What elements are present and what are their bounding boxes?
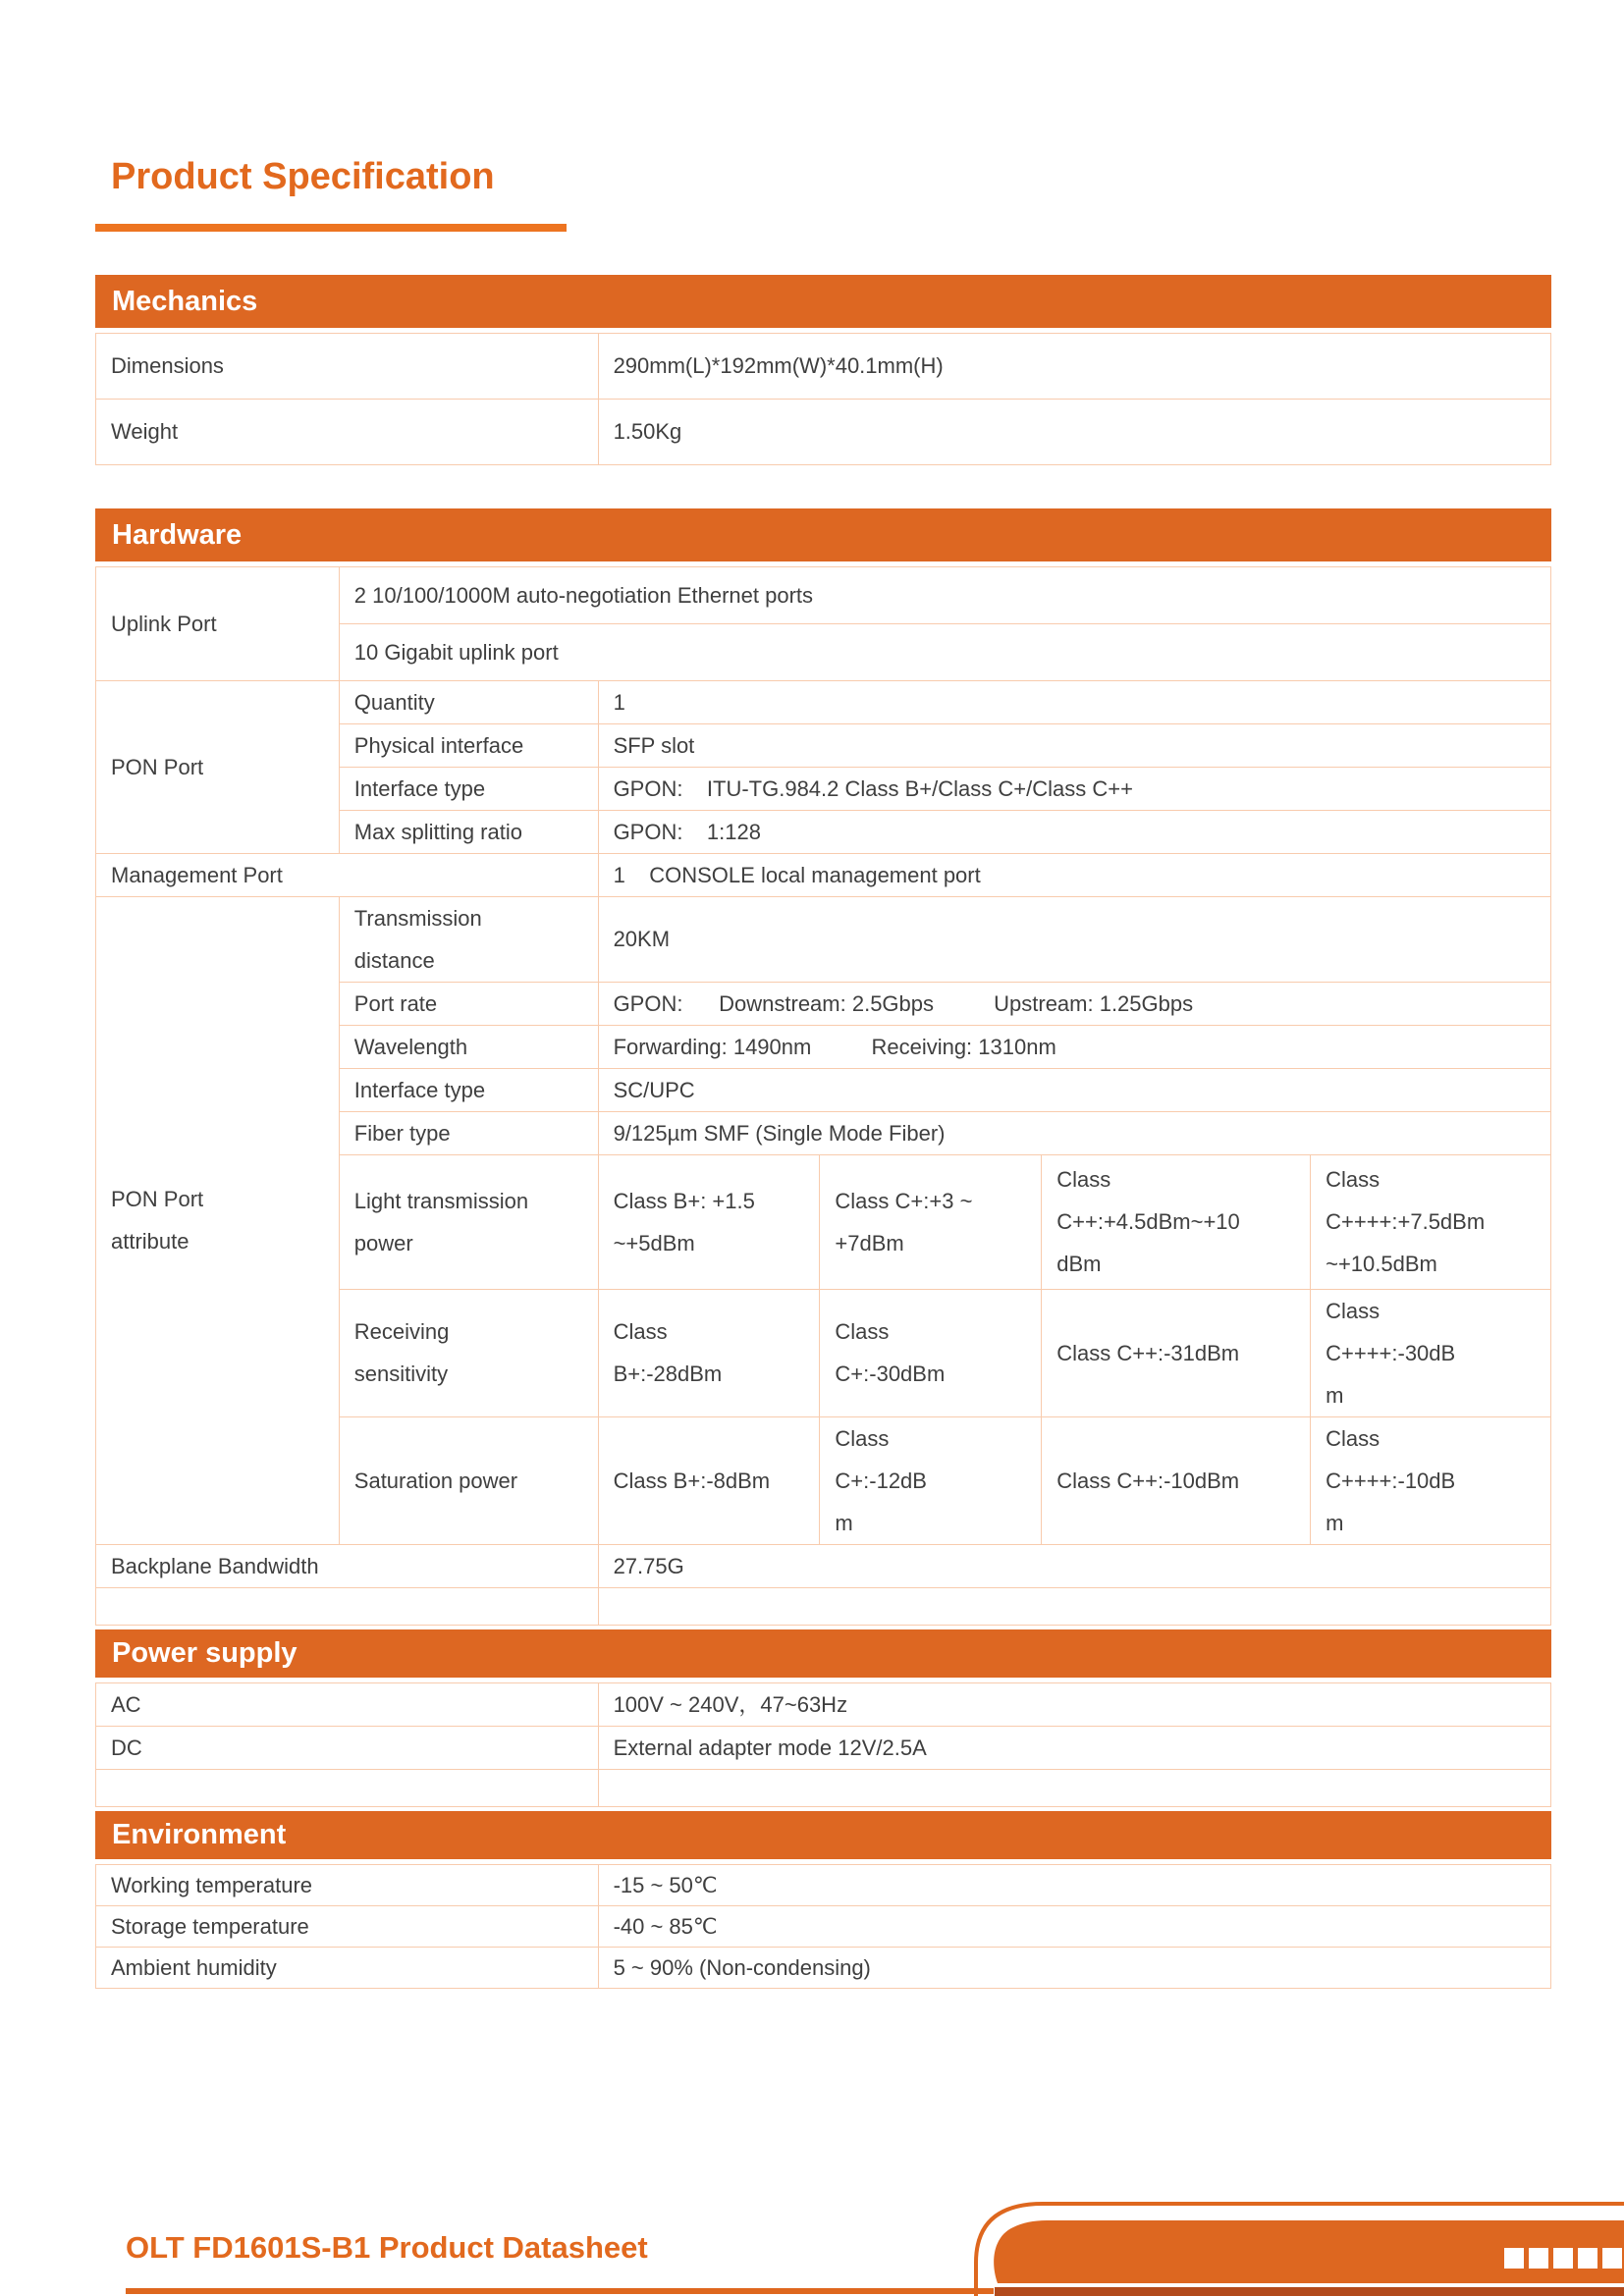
spec-value: 1 xyxy=(598,680,1550,723)
spec-label: DC xyxy=(96,1726,599,1769)
table-row xyxy=(96,680,1551,723)
spec-sublabel: Port rate xyxy=(339,982,598,1025)
spec-label: Dimensions xyxy=(96,333,599,399)
table-row xyxy=(96,399,1551,464)
spec-value: 1.50Kg xyxy=(598,399,1550,464)
spec-value: Class C++:-10dBm xyxy=(1042,1416,1311,1544)
spec-sublabel: Quantity xyxy=(339,680,598,723)
page-title: Product Specification xyxy=(111,156,495,197)
spec-value: 1 CONSOLE local management port xyxy=(598,853,1550,896)
section-header-hardware: Hardware xyxy=(95,508,1551,561)
spec-label: Weight xyxy=(96,399,599,464)
table-row xyxy=(96,1726,1551,1769)
spec-sublabel: Wavelength xyxy=(339,1025,598,1068)
spec-sublabel: Receiving sensitivity xyxy=(339,1289,598,1416)
spec-sublabel: Transmission distance xyxy=(339,896,598,982)
spec-sublabel: Fiber type xyxy=(339,1111,598,1154)
table-row xyxy=(96,896,1551,982)
spec-value: Class C+:-30dBm xyxy=(820,1289,1042,1416)
section-header-environment: Environment xyxy=(95,1811,1551,1859)
table-row-empty xyxy=(96,1769,1551,1806)
spec-value: Class C+:+3 ~ +7dBm xyxy=(820,1154,1042,1289)
empty-cell xyxy=(96,1587,599,1625)
section-header-mechanics: Mechanics xyxy=(95,275,1551,328)
spec-label: Storage temperature xyxy=(96,1905,599,1947)
spec-label: AC xyxy=(96,1682,599,1726)
spec-sublabel: Light transmission power xyxy=(339,1154,598,1289)
spec-value: GPON: 1:128 xyxy=(598,810,1550,853)
footer-strip-right xyxy=(995,2287,1624,2296)
spec-value: External adapter mode 12V/2.5A xyxy=(598,1726,1550,1769)
spec-value: Class B+:-28dBm xyxy=(598,1289,820,1416)
table-row xyxy=(96,1947,1551,1988)
spec-value: 10 Gigabit uplink port xyxy=(339,623,1550,680)
spec-group-label: PON Port xyxy=(96,680,340,853)
footer-graphic xyxy=(0,2168,1624,2296)
spec-label: Management Port xyxy=(96,853,599,896)
footer-strip-left xyxy=(126,2288,994,2294)
table-row-empty xyxy=(96,1587,1551,1625)
mechanics-table xyxy=(95,333,1551,465)
spec-value: 100V ~ 240V，47~63Hz xyxy=(598,1682,1550,1726)
spec-sublabel: Saturation power xyxy=(339,1416,598,1544)
spec-value: 2 10/100/1000M auto-negotiation Ethernet ports xyxy=(339,566,1550,623)
spec-value: Forwarding: 1490nm Receiving: 1310nm xyxy=(598,1025,1550,1068)
spec-value: Class C++++:-10dBm xyxy=(1311,1416,1551,1544)
spec-value: GPON: ITU-TG.984.2 Class B+/Class C+/Class C++ xyxy=(598,767,1550,810)
table-row xyxy=(96,566,1551,623)
power-supply-table xyxy=(95,1682,1551,1807)
spec-sublabel: Interface type xyxy=(339,1068,598,1111)
spec-group-label: PON Port attribute xyxy=(96,896,340,1544)
spec-group-label: Uplink Port xyxy=(96,566,340,680)
spec-sublabel: Max splitting ratio xyxy=(339,810,598,853)
spec-value: SFP slot xyxy=(598,723,1550,767)
spec-value: Class C++:+4.5dBm~+10dBm xyxy=(1042,1154,1311,1289)
footer-squares xyxy=(1504,2248,1622,2269)
table-row xyxy=(96,853,1551,896)
hardware-table xyxy=(95,566,1551,1626)
spec-value: -40 ~ 85℃ xyxy=(598,1905,1550,1947)
empty-cell xyxy=(598,1587,1550,1625)
table-row xyxy=(96,1864,1551,1905)
spec-value: GPON: Downstream: 2.5Gbps Upstream: 1.25Gbps xyxy=(598,982,1550,1025)
spec-sublabel: Interface type xyxy=(339,767,598,810)
section-header-power-supply: Power supply xyxy=(95,1629,1551,1678)
table-row xyxy=(96,1682,1551,1726)
table-row xyxy=(96,1905,1551,1947)
footer-title: OLT FD1601S-B1 Product Datasheet xyxy=(126,2230,648,2265)
title-underline xyxy=(95,224,567,232)
page-content xyxy=(95,155,1551,1993)
spec-value: Class B+:-8dBm xyxy=(598,1416,820,1544)
spec-value: 9/125µm SMF (Single Mode Fiber) xyxy=(598,1111,1550,1154)
spec-value: Class C++++:-30dBm xyxy=(1311,1289,1551,1416)
table-row xyxy=(96,333,1551,399)
environment-table xyxy=(95,1864,1551,1989)
spec-value: 5 ~ 90% (Non-condensing) xyxy=(598,1947,1550,1988)
spec-value: Class C++:-31dBm xyxy=(1042,1289,1311,1416)
table-row xyxy=(96,1544,1551,1587)
empty-cell xyxy=(598,1769,1550,1806)
spec-value: 290mm(L)*192mm(W)*40.1mm(H) xyxy=(598,333,1550,399)
spec-label: Ambient humidity xyxy=(96,1947,599,1988)
spec-value: 20KM xyxy=(598,896,1550,982)
spec-label: Backplane Bandwidth xyxy=(96,1544,599,1587)
spec-value: 27.75G xyxy=(598,1544,1550,1587)
spec-value: -15 ~ 50℃ xyxy=(598,1864,1550,1905)
spec-sublabel: Physical interface xyxy=(339,723,598,767)
empty-cell xyxy=(96,1769,599,1806)
spec-value: Class C+:-12dBm xyxy=(820,1416,1042,1544)
spec-label: Working temperature xyxy=(96,1864,599,1905)
spec-value: Class B+: +1.5 ~+5dBm xyxy=(598,1154,820,1289)
spec-value: SC/UPC xyxy=(598,1068,1550,1111)
spec-value: Class C++++:+7.5dBm~+10.5dBm xyxy=(1311,1154,1551,1289)
